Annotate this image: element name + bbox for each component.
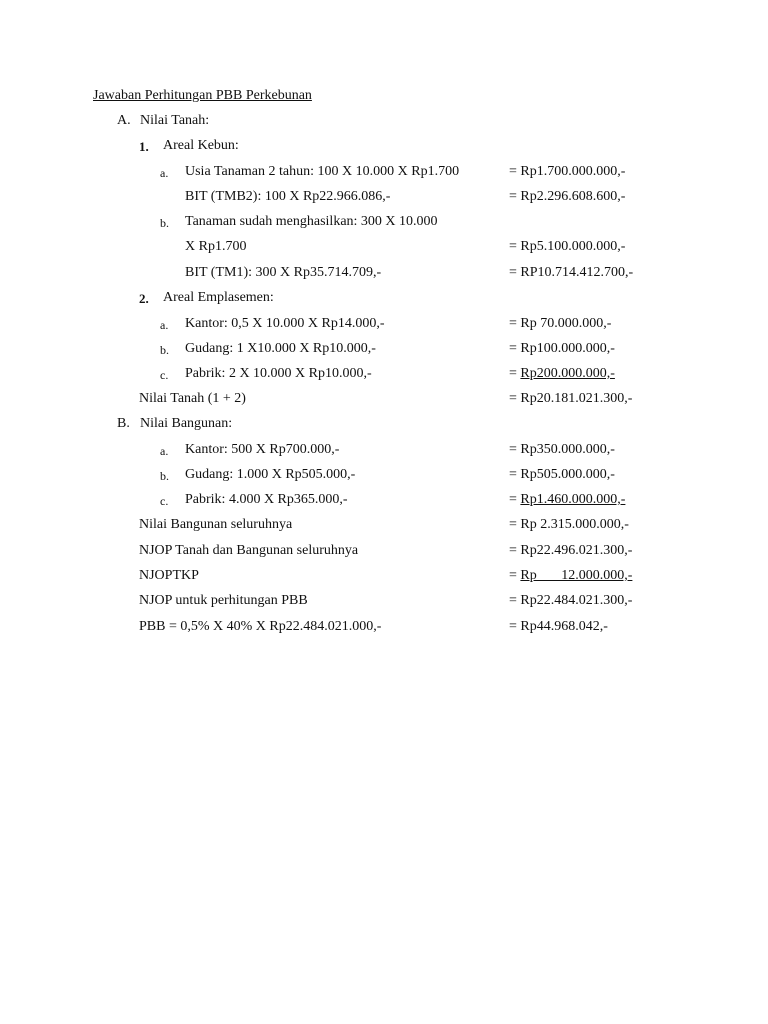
list-item [0,164,768,184]
item-label: Usia Tanaman 2 tahun: 100 X 10.000 X Rp1.700 [185,164,460,179]
areal-emplasemen-marker: 2. [139,291,149,306]
summary-row [0,593,768,613]
section-b-heading [0,416,768,436]
underlined-value: Rp200.000.000,- [520,366,615,381]
summary-value: = Rp 2.315.000.000,- [509,517,629,532]
item-marker: b. [160,216,169,230]
list-item [0,316,768,336]
list-item [0,467,768,487]
item-value [509,366,615,382]
item-label: Kantor: 0,5 X 10.000 X Rp14.000,- [185,316,385,331]
section-b-marker: B. [117,416,130,431]
item-value: = Rp 70.000.000,- [509,316,612,331]
areal-emplasemen-label: Areal Emplasemen: [163,290,274,305]
item-marker: a. [160,444,169,458]
item-label: Kantor: 500 X Rp700.000,- [185,442,340,457]
list-item [0,442,768,462]
summary-label: NJOP untuk perhitungan PBB [139,593,308,608]
item-label: Pabrik: 4.000 X Rp365.000,- [185,492,348,507]
item-value: = Rp100.000.000,- [509,341,615,356]
section-a-marker: A. [117,113,131,128]
item-value: = Rp505.000.000,- [509,467,615,482]
summary-value: = Rp22.484.021.300,- [509,593,633,608]
value-prefix: = [509,492,521,507]
areal-emplasemen-heading [0,290,768,310]
section-b-label: Nilai Bangunan: [140,416,233,431]
list-item [0,189,768,209]
total-label: Nilai Tanah (1 + 2) [139,391,246,406]
areal-kebun-marker: 1. [139,139,149,154]
list-item [0,341,768,361]
item-marker: b. [160,343,169,357]
item-marker: a. [160,166,169,180]
item-marker: a. [160,318,169,332]
summary-row [0,568,768,588]
list-item [0,239,768,259]
summary-value: = Rp22.496.021.300,- [509,543,633,558]
value-prefix: = [509,568,521,583]
summary-label: NJOP Tanah dan Bangunan seluruhnya [139,543,359,558]
item-value: = Rp2.296.608.600,- [509,189,626,204]
item-label: Gudang: 1.000 X Rp505.000,- [185,467,356,482]
summary-row [0,619,768,639]
underlined-value: Rp 12.000.000,- [520,568,633,583]
document-title: Jawaban Perhitungan PBB Perkebunan [93,88,312,103]
summary-label: NJOPTKP [139,568,199,583]
summary-value [509,568,632,584]
item-label: Pabrik: 2 X 10.000 X Rp10.000,- [185,366,372,381]
item-value [509,492,625,508]
summary-value: = Rp44.968.042,- [509,619,608,634]
list-item [0,214,768,234]
section-a-heading [0,113,768,133]
summary-row [0,543,768,563]
item-value: = RP10.714.412.700,- [509,265,634,280]
value-prefix: = [509,366,521,381]
areal-kebun-label: Areal Kebun: [163,138,239,153]
item-label: Tanaman sudah menghasilkan: 300 X 10.000 [185,214,438,229]
list-item [0,366,768,386]
summary-label: Nilai Bangunan seluruhnya [139,517,293,532]
areal-kebun-heading [0,138,768,158]
item-label: BIT (TM1): 300 X Rp35.714.709,- [185,265,382,280]
nilai-tanah-total [0,391,768,411]
item-marker: c. [160,368,169,382]
item-label: X Rp1.700 [185,239,247,254]
list-item [0,265,768,285]
list-item [0,492,768,512]
summary-label: PBB = 0,5% X 40% X Rp22.484.021.000,- [139,619,382,634]
item-value: = Rp350.000.000,- [509,442,615,457]
item-value: = Rp1.700.000.000,- [509,164,626,179]
underlined-value: Rp1.460.000.000,- [520,492,626,507]
total-value: = Rp20.181.021.300,- [509,391,633,406]
item-marker: b. [160,469,169,483]
item-label: BIT (TMB2): 100 X Rp22.966.086,- [185,189,391,204]
item-marker: c. [160,494,169,508]
item-label: Gudang: 1 X10.000 X Rp10.000,- [185,341,376,356]
summary-row [0,517,768,537]
item-value: = Rp5.100.000.000,- [509,239,626,254]
section-a-label: Nilai Tanah: [140,113,210,128]
